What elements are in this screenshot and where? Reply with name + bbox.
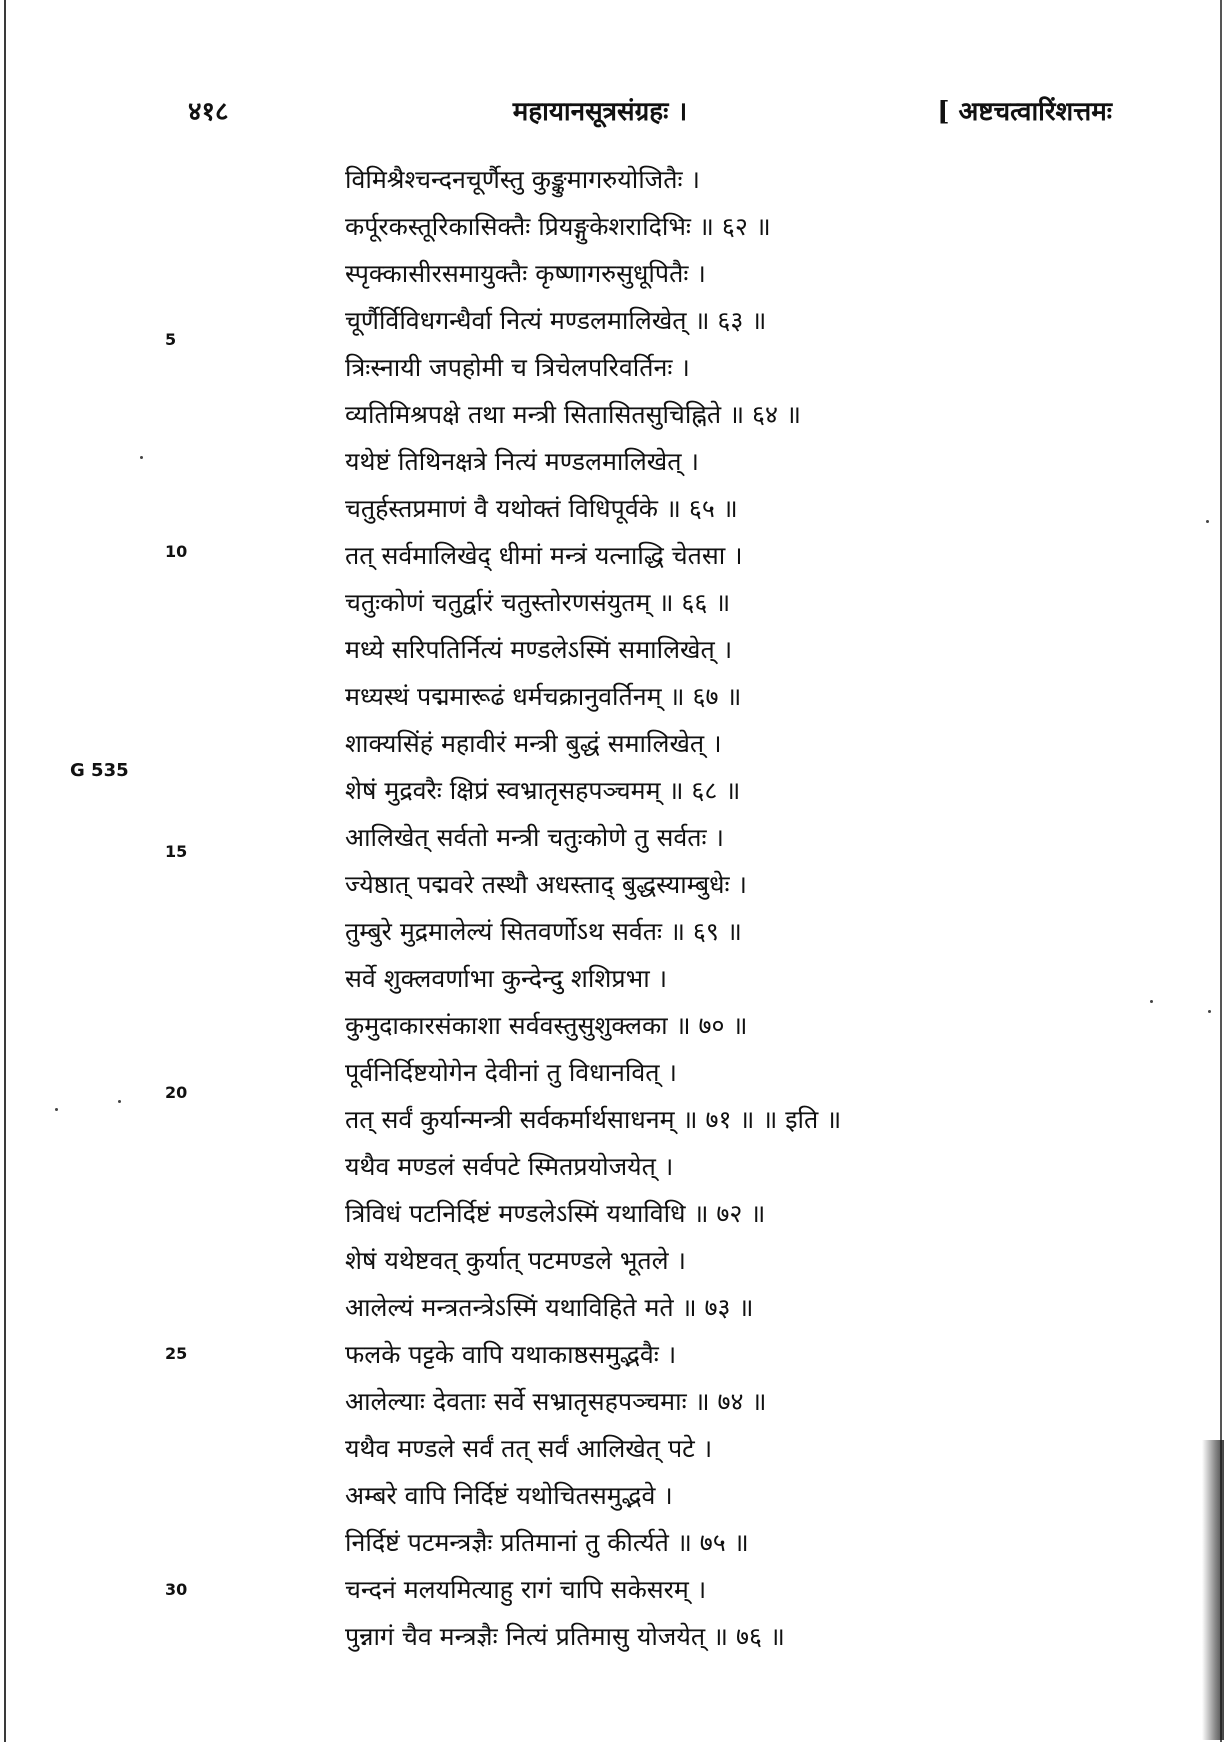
verse-line: आलिखेत् सर्वतो मन्त्री चतुःकोणे तु सर्वतः । (345, 823, 724, 852)
line-number: 5 (165, 330, 177, 349)
verse-line: चूर्णैर्विविधगन्धैर्वा नित्यं मण्डलमालिखेत् ॥ ६३ ॥ (345, 306, 767, 335)
verse-line: शाक्यसिंहं महावीरं मन्त्री बुद्धं समालिखेत् । (345, 729, 722, 758)
verse-line: मध्यस्थं पद्ममारूढं धर्मचक्रानुवर्तिनम् ॥ ६७ ॥ (345, 682, 742, 711)
verse-line: कर्पूरकस्तूरिकासिक्तैः प्रियङ्गुकेशरादिभिः ॥ ६२ ॥ (345, 212, 771, 241)
verse-line: यथेष्टं तिथिनक्षत्रे नित्यं मण्डलमालिखेत् । (345, 447, 699, 476)
verse-line: तत् सर्वमालिखेद् धीमां मन्त्रं यत्नाद्धि चेतसा । (345, 541, 743, 570)
running-title: महायानसूत्रसंग्रहः । (512, 97, 688, 127)
verse-line: पूर्वनिर्दिष्टयोगेन देवीनां तु विधानवित् । (345, 1058, 677, 1087)
page-number: ४१८ (188, 97, 229, 127)
line-number: 25 (165, 1344, 188, 1363)
verse-line: चतुर्हस्तप्रमाणं वै यथोक्तं विधिपूर्वके ॥ ६५ ॥ (345, 494, 738, 523)
manuscript-folio-reference: G 535 (70, 760, 129, 781)
verse-line: मध्ये सरिपतिर्नित्यं मण्डलेऽस्मिं समालिखेत् । (345, 635, 733, 664)
verse-line: त्रिःस्नायी जपहोमी च त्रिचेलपरिवर्तिनः । (345, 353, 690, 382)
verse-line: फलके पट्टके वापि यथाकाष्ठसमुद्भवैः । (345, 1340, 677, 1369)
verse-line: सर्वे शुक्लवर्णाभा कुन्देन्दु शशिप्रभा । (345, 964, 668, 993)
line-number: 15 (165, 842, 188, 861)
scan-edge-smudge (1202, 1440, 1224, 1740)
line-number: 30 (165, 1580, 188, 1599)
line-number: 10 (165, 542, 188, 561)
verse-line: आलेल्यं मन्त्रतन्त्रेऽस्मिं यथाविहिते मते ॥ ७३ ॥ (345, 1293, 754, 1322)
scan-speck (55, 1108, 58, 1111)
page-header (0, 92, 1232, 132)
verse-line: चन्दनं मलयमित्याहु रागं चापि सकेसरम् । (345, 1575, 707, 1604)
verse-line: शेषं यथेष्टवत् कुर्यात् पटमण्डले भूतले । (345, 1246, 687, 1275)
page-edge-left (4, 0, 6, 1742)
scan-speck (1150, 1000, 1153, 1003)
verse-line: अम्बरे वापि निर्दिष्टं यथोचितसमुद्भवे । (345, 1481, 673, 1510)
scan-speck (1208, 1010, 1211, 1013)
verse-line: कुमुदाकारसंकाशा सर्ववस्तुसुशुक्लका ॥ ७० ॥ (345, 1011, 748, 1040)
verse-line: यथैव मण्डलं सर्वपटे स्मितप्रयोजयेत् । (345, 1152, 674, 1181)
verse-line: स्पृक्कासीरसमायुक्तैः कृष्णागरुसुधूपितैः । (345, 259, 706, 288)
verse-line: विमिश्रैश्चन्दनचूर्णैस्तु कुङ्कुमागरुयोजितैः । (345, 165, 700, 194)
verse-line: निर्दिष्टं पटमन्त्रज्ञैः प्रतिमानां तु कीर्त्यते ॥ ७५ ॥ (345, 1528, 749, 1557)
verse-line: आलेल्याः देवताः सर्वे सभ्रातृसहपञ्चमाः ॥ ७४ ॥ (345, 1387, 767, 1416)
scan-speck (118, 1100, 121, 1103)
line-number: 20 (165, 1083, 188, 1102)
verse-line: तत् सर्वं कुर्यान्मन्त्री सर्वकर्मार्थसाधनम् ॥ ७१ ॥ ॥ इति ॥ (345, 1105, 842, 1134)
scan-speck (140, 456, 143, 459)
verse-line: यथैव मण्डले सर्वं तत् सर्वं आलिखेत् पटे । (345, 1434, 713, 1463)
chapter-title: [ अष्टचत्वारिंशत्तमः (937, 97, 1112, 127)
verse-line: व्यतिमिश्रपक्षे तथा मन्त्री सितासितसुचिह्निते ॥ ६४ ॥ (345, 400, 801, 429)
scan-speck (1206, 520, 1209, 523)
verse-line: चतुःकोणं चतुर्द्वारं चतुस्तोरणसंयुतम् ॥ ६६ ॥ (345, 588, 731, 617)
verse-line: पुन्नागं चैव मन्त्रज्ञैः नित्यं प्रतिमासु योजयेत् ॥ ७६ ॥ (345, 1622, 785, 1651)
verse-line: तुम्बुरे मुद्रमालेल्यं सितवर्णोऽथ सर्वतः ॥ ६९ ॥ (345, 917, 742, 946)
verse-line: ज्येष्ठात् पद्मवरे तस्थौ अधस्ताद् बुद्धस्याम्बुधेः । (345, 870, 748, 899)
verse-line: त्रिविधं पटनिर्दिष्टं मण्डलेऽस्मिं यथाविधि ॥ ७२ ॥ (345, 1199, 766, 1228)
verse-line: शेषं मुद्रवरैः क्षिप्रं स्वभ्रातृसहपञ्चमम् ॥ ६८ ॥ (345, 776, 741, 805)
